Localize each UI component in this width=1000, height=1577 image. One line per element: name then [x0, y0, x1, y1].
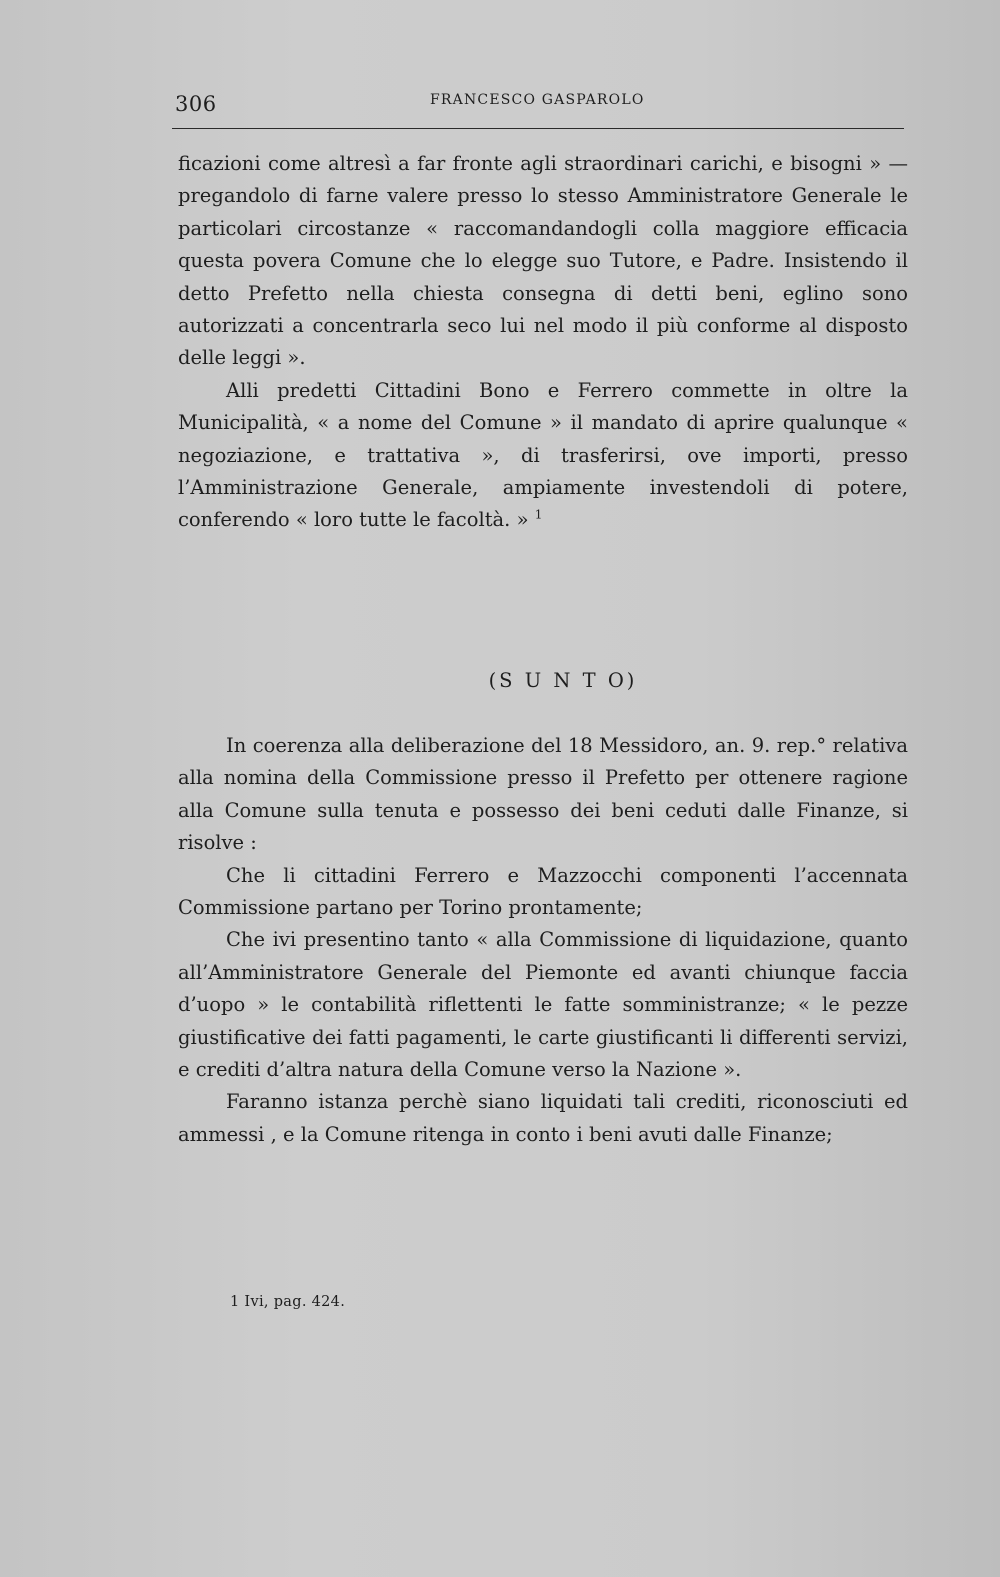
- running-head: FRANCESCO GASPAROLO: [430, 92, 645, 108]
- paragraph-mandate: [178, 375, 908, 537]
- page-body: [178, 148, 908, 1151]
- footnote-reference: 1: [534, 507, 543, 522]
- footnote: 1 Ivi, pag. 424.: [230, 1294, 346, 1310]
- page-number: 306: [175, 92, 217, 116]
- section-heading-sunto: (S U N T O): [488, 668, 638, 692]
- paragraph-continuation: ficazioni come altresì a far fronte agli straordinari carichi, e bisogni » — pregandolo di farne valere presso lo stesso Amministratore Generale le particolari circostanze « raccomandandogli colla maggiore efficacia questa povera Comune che lo elegge suo Tutore, e Padre. Insistendo il detto Prefetto nella chiesta consegna di detti beni, eglino sono autorizzati a concentrarla seco lui nel modo il più conforme al disposto delle leggi ».: [178, 152, 908, 370]
- sunto-paragraph: In coerenza alla deliberazione del 18 Messidoro, an. 9. rep.° relativa alla nomina della Commissione presso il Prefetto per ottenere ragione alla Comune sulla tenuta e possesso dei beni ceduti dalle Finanze, si risolve :: [178, 733, 908, 855]
- sunto-paragraph: Faranno istanza perchè siano liquidati tali crediti, riconosciuti ed ammessi , e la Comune ritenga in conto i beni avuti dalle Finanze;: [178, 1090, 908, 1146]
- sunto-paragraph: Che li cittadini Ferrero e Mazzocchi componenti l’accennata Commissione partano per Torino prontamente;: [178, 863, 908, 919]
- page-header: [172, 88, 904, 129]
- paragraph-mandate-text: Alli predetti Cittadini Bono e Ferrero commette in oltre la Municipalità, « a nome del Comune » il mandato di aprire qualunque « negoziazione, e trattativa », di trasferirsi, ove importi, presso l’Amministrazione Generale, ampiamente investendoli di potere, conferendo « loro tutte le facoltà. »: [178, 378, 908, 532]
- sunto-paragraph: Che ivi presentino tanto « alla Commissione di liquidazione, quanto all’Amministratore Generale del Piemonte ed avanti chiunque faccia d’uopo » le contabilità riflettenti le fatte somministranze; « le pezze giustificative dei fatti pagamenti, le carte giustificanti li differenti servizi, e crediti d’altra natura della Comune verso la Nazione ».: [178, 928, 908, 1081]
